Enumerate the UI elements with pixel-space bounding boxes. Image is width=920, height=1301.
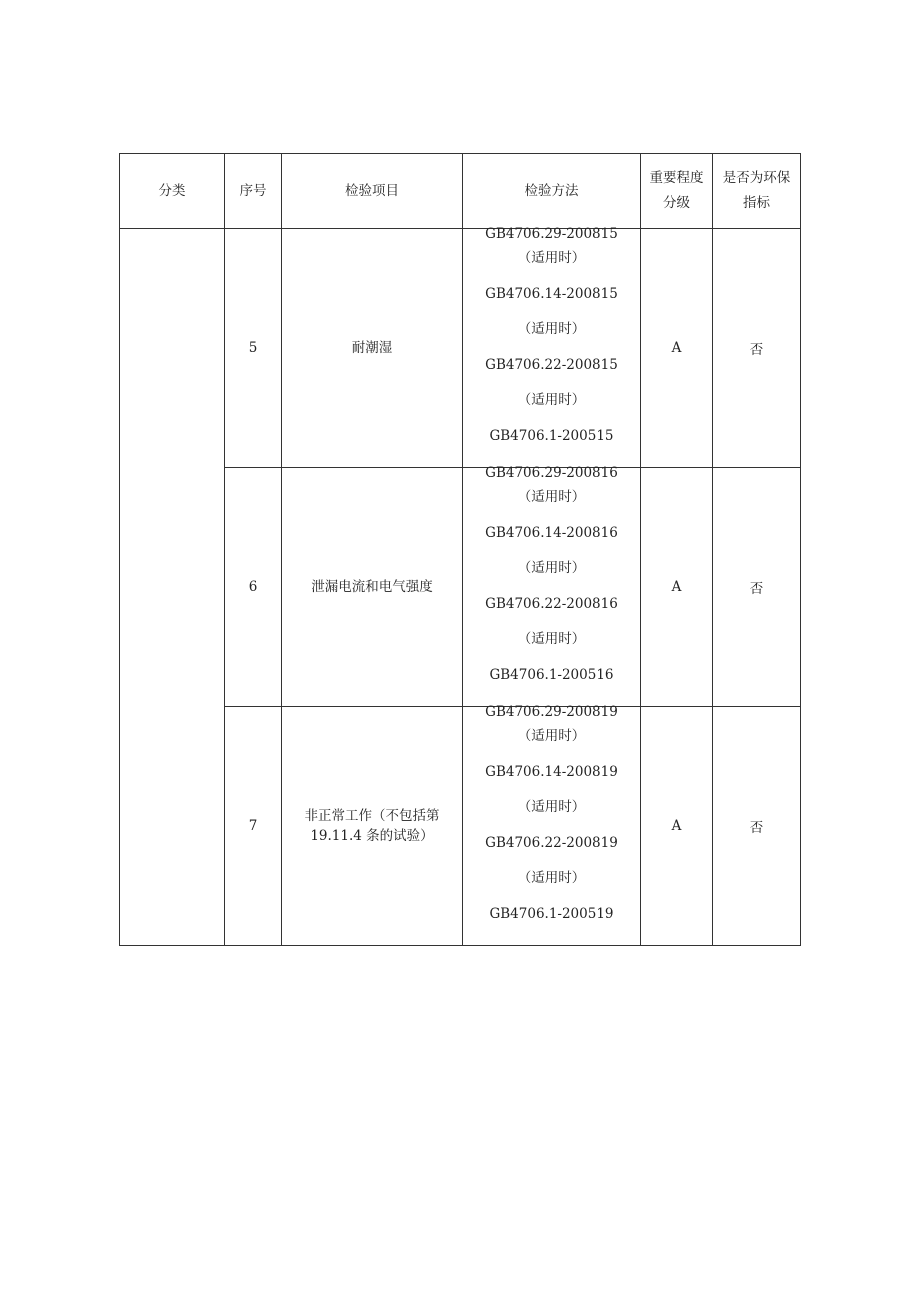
category-cell xyxy=(120,229,225,946)
header-env-line2: 指标 xyxy=(743,195,770,211)
method-cell xyxy=(463,704,641,946)
inspection-table xyxy=(119,153,801,946)
method-line: GB4706.1-200515 xyxy=(489,427,614,444)
header-row xyxy=(120,154,801,229)
item-cell xyxy=(282,229,463,468)
header-item: 检验项目 xyxy=(282,154,463,229)
method-line: （适用时） xyxy=(517,489,586,505)
method-cell xyxy=(463,226,641,468)
method-line: （适用时） xyxy=(517,250,586,266)
item-cell xyxy=(282,468,463,707)
method-line: GB4706.1-200519 xyxy=(489,905,614,922)
method-line: （适用时） xyxy=(517,321,586,337)
header-importance-line1: 重要程度 xyxy=(649,170,704,186)
method-line: GB4706.29-200815 xyxy=(485,226,618,242)
method-line: GB4706.14-200819 xyxy=(485,763,618,780)
method-line: GB4706.29-200819 xyxy=(485,704,618,720)
seq-cell: 6 xyxy=(225,468,282,707)
method-line: （适用时） xyxy=(517,870,586,886)
method-line: （适用时） xyxy=(517,392,586,408)
method-line: GB4706.14-200816 xyxy=(485,524,618,541)
item-line1: 泄漏电流和电气强度 xyxy=(311,579,433,595)
header-method: 检验方法 xyxy=(463,154,641,229)
item-cell xyxy=(282,707,463,946)
environmental-cell: 否 xyxy=(713,468,801,707)
header-importance-line2: 分级 xyxy=(663,195,690,211)
method-line: GB4706.22-200819 xyxy=(485,834,618,851)
environmental-cell: 否 xyxy=(713,229,801,468)
item-line1: 非正常工作（不包括第 xyxy=(304,808,440,824)
header-category: 分类 xyxy=(120,154,225,229)
environmental-cell: 否 xyxy=(713,707,801,946)
header-env-line1: 是否为环保 xyxy=(722,170,791,186)
method-line: （适用时） xyxy=(517,560,586,576)
method-line: GB4706.14-200815 xyxy=(485,285,618,302)
method-line: （适用时） xyxy=(517,631,586,647)
header-importance xyxy=(641,154,713,229)
method-line: GB4706.1-200516 xyxy=(489,666,614,683)
importance-cell: A xyxy=(641,468,713,707)
method-line: GB4706.29-200816 xyxy=(485,465,618,481)
importance-cell: A xyxy=(641,707,713,946)
method-line: （适用时） xyxy=(517,799,586,815)
table-row xyxy=(120,229,801,468)
item-line2: 19.11.4 条的试验） xyxy=(310,828,434,844)
method-line: GB4706.22-200815 xyxy=(485,356,618,373)
item-line1: 耐潮湿 xyxy=(351,340,393,356)
header-seq: 序号 xyxy=(225,154,282,229)
method-cell xyxy=(463,465,641,707)
method-line: GB4706.22-200816 xyxy=(485,595,618,612)
method-line: （适用时） xyxy=(517,728,586,744)
header-environmental xyxy=(713,154,801,229)
seq-cell: 5 xyxy=(225,229,282,468)
importance-cell: A xyxy=(641,229,713,468)
seq-cell: 7 xyxy=(225,707,282,946)
